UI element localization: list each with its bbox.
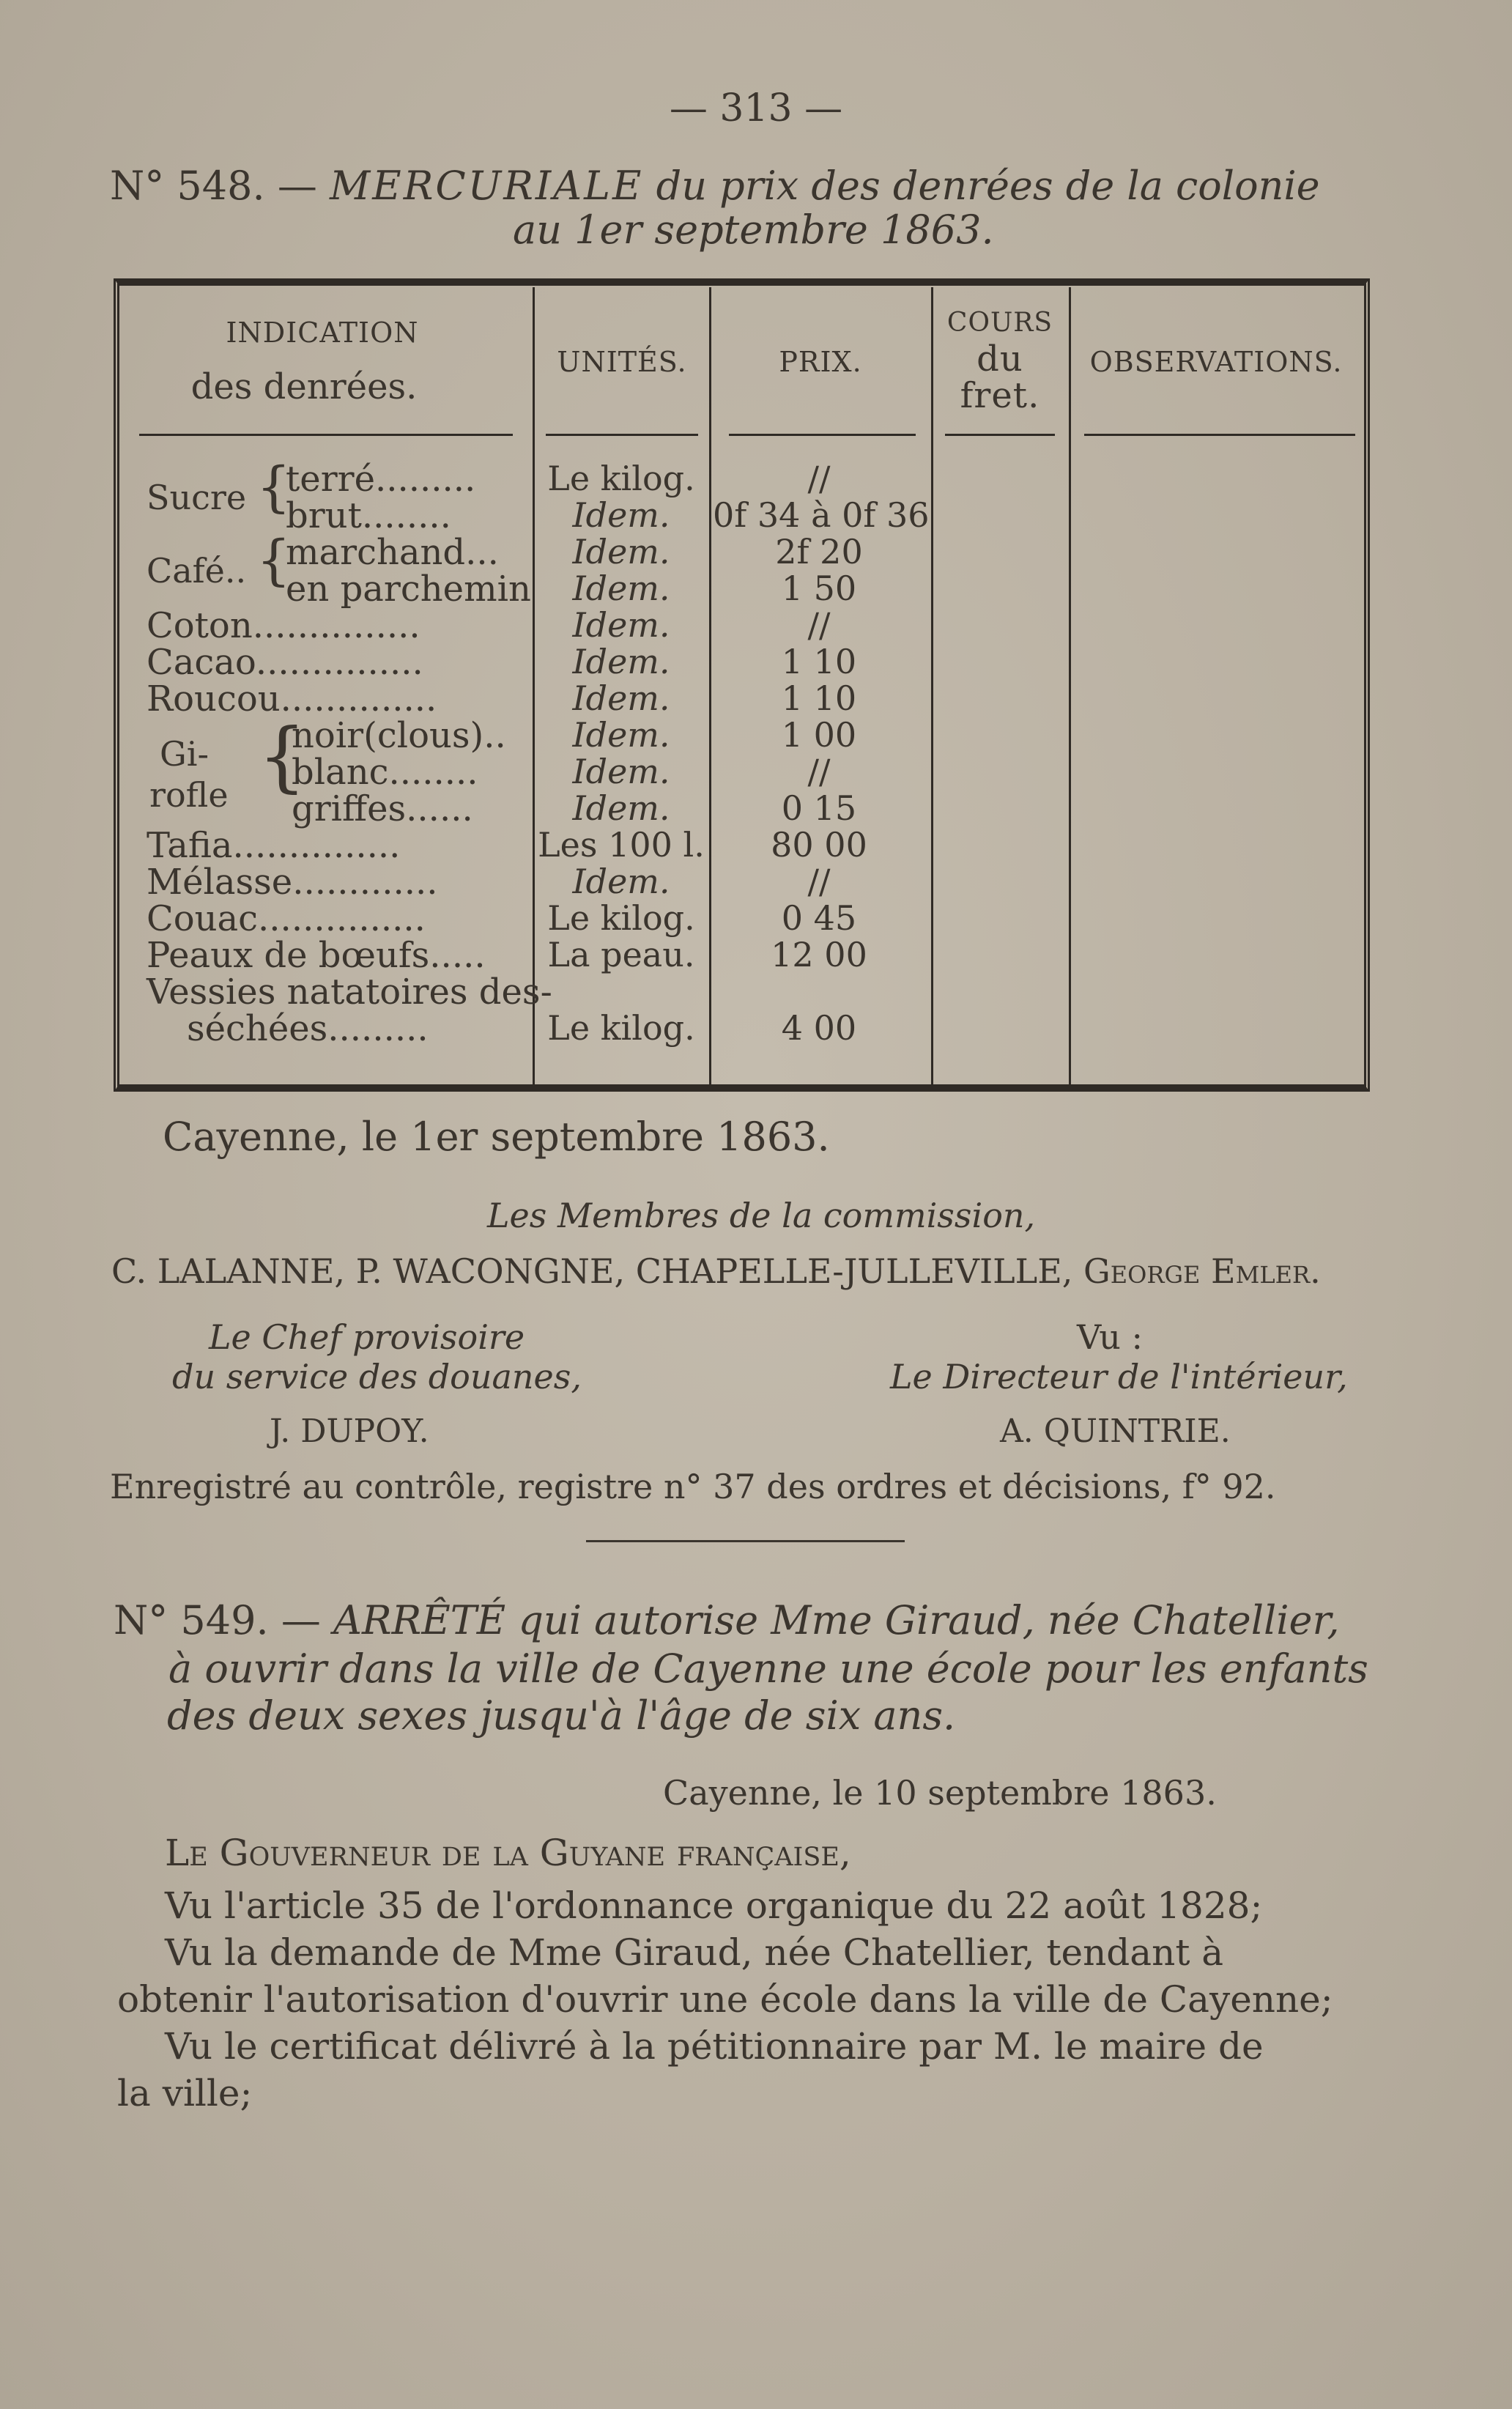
row-label: brut........ — [286, 495, 451, 536]
brace: { — [256, 456, 292, 519]
row-price: // — [807, 459, 831, 498]
row-price: 2f 20 — [775, 532, 863, 571]
chef-title: Le Chef provisoire — [209, 1317, 525, 1357]
row-price: 0 15 — [781, 788, 857, 828]
header-denrees: des denrées. — [190, 366, 418, 407]
header-rule — [546, 434, 698, 436]
row-unit: Idem. — [572, 605, 670, 645]
row-price: // — [807, 862, 831, 901]
doc-548-title-word: MERCURIALE — [330, 163, 644, 209]
row-price: 1 10 — [781, 642, 857, 681]
row-label: Cacao............... — [147, 642, 423, 683]
row-unit: La peau. — [547, 935, 695, 974]
signatories-line — [111, 1251, 1321, 1291]
chef-title-2: du service des douanes, — [172, 1357, 582, 1396]
paragraph-vu-certificat-cont: la ville; — [117, 2072, 253, 2114]
row-price: // — [807, 752, 831, 791]
page-number: — 313 — — [669, 86, 843, 130]
paragraph-vu-article: Vu l'article 35 de l'ordonnance organique du 22 août 1828; — [165, 1884, 1263, 1927]
row-price: 1 50 — [781, 569, 857, 608]
row-label: Tafia............... — [147, 825, 401, 866]
header-du: du — [976, 338, 1023, 380]
doc-548-number: N° 548. — — [110, 163, 317, 209]
header-rule — [139, 434, 513, 436]
row-unit: Idem. — [572, 788, 670, 828]
row-label: Mélasse............. — [147, 862, 438, 903]
signatory-last: George Emler. — [1083, 1251, 1321, 1291]
row-price: 1 10 — [781, 678, 857, 718]
row-price: 12 00 — [771, 935, 867, 974]
row-label: Couac............... — [147, 898, 426, 939]
header-fret: fret. — [960, 375, 1040, 416]
row-label: Roucou.............. — [147, 678, 437, 719]
row-label: Vessies natatoires des- — [147, 972, 552, 1013]
row-price: 4 00 — [781, 1008, 857, 1048]
row-label: Peaux de bœufs..... — [147, 935, 486, 976]
paragraph-vu-demande: Vu la demande de Mme Giraud, née Chatellier, tendant à — [165, 1931, 1224, 1974]
doc-549-heading-line3: des deux sexes jusqu'à l'âge de six ans. — [167, 1692, 956, 1739]
doc-548-heading-line2: au 1er septembre 1863. — [513, 207, 994, 253]
group-label-girofle: Gi- — [160, 734, 210, 774]
row-unit: Idem. — [572, 678, 670, 718]
brace: { — [256, 529, 292, 592]
chef-name: J. DUPOY. — [270, 1413, 429, 1450]
group-label-cafe: Café.. — [147, 551, 247, 591]
row-unit: Le kilog. — [547, 1008, 695, 1048]
doc-549-heading-line2: à ouvrir dans la ville de Cayenne une école pour les enfants — [168, 1646, 1368, 1692]
header-rule — [729, 434, 916, 436]
row-price: // — [807, 605, 831, 645]
doc-548-title-rest: du prix des denrées de la colonie — [656, 163, 1320, 209]
director-name: A. QUINTRIE. — [1000, 1413, 1231, 1450]
row-label: noir(clous).. — [292, 715, 506, 756]
row-unit: Idem. — [572, 642, 670, 681]
doc-548-heading-line1 — [110, 163, 1320, 209]
place-date-548: Cayenne, le 1er septembre 1863. — [163, 1114, 830, 1160]
row-unit: Le kilog. — [547, 898, 695, 938]
paragraph-vu-certificat: Vu le certificat délivré à la pétitionnaire par M. le maire de — [165, 2025, 1264, 2068]
header-indication: INDICATION — [226, 317, 419, 349]
place-date-549: Cayenne, le 10 septembre 1863. — [663, 1773, 1217, 1813]
doc-549-number: N° 549. — — [114, 1597, 321, 1643]
header-unites: UNITÉS. — [557, 346, 687, 378]
row-label: griffes...... — [292, 788, 473, 829]
row-price: 0 45 — [781, 898, 857, 938]
section-divider — [586, 1540, 905, 1542]
header-observations: OBSERVATIONS. — [1089, 346, 1343, 378]
table-divider — [1069, 287, 1071, 1087]
director-title: Le Directeur de l'intérieur, — [890, 1357, 1348, 1396]
row-unit: Idem. — [572, 569, 670, 608]
header-prix: PRIX. — [779, 346, 862, 378]
row-label: séchées......... — [187, 1008, 429, 1049]
header-cours: COURS — [946, 308, 1053, 338]
row-label: en parchemin — [286, 569, 531, 610]
registration-note: Enregistré au contrôle, registre n° 37 des ordres et décisions, f° 92. — [110, 1467, 1276, 1506]
header-rule — [945, 434, 1055, 436]
row-label: marchand... — [286, 532, 499, 573]
row-unit: Idem. — [572, 715, 670, 755]
group-label-girofle: rofle — [149, 775, 229, 815]
header-rule — [1084, 434, 1355, 436]
row-label: Coton............... — [147, 605, 420, 646]
doc-549-title-rest: qui autorise Mme Giraud, née Chatellier, — [518, 1597, 1340, 1643]
row-label: terré......... — [286, 459, 476, 500]
row-unit: Les 100 l. — [538, 825, 705, 865]
group-label-sucre: Sucre — [147, 478, 247, 517]
row-label: blanc........ — [292, 752, 478, 793]
row-unit: Le kilog. — [547, 459, 695, 498]
doc-549-heading-line1 — [114, 1597, 1340, 1643]
paragraph-gouverneur: Le Gouverneur de la Guyane française, — [165, 1832, 851, 1874]
paragraph-vu-demande-cont: obtenir l'autorisation d'ouvrir une école dans la ville de Cayenne; — [117, 1978, 1333, 2021]
row-price: 0f 34 à 0f 36 — [713, 495, 930, 535]
brace: { — [258, 711, 307, 801]
row-unit: Idem. — [572, 532, 670, 571]
doc-549-title-word: ARRÊTÉ — [333, 1597, 506, 1643]
row-price: 1 00 — [781, 715, 857, 755]
signatories-names: C. LALANNE, P. WACONGNE, CHAPELLE-JULLEVILLE, — [111, 1251, 1073, 1291]
vu-label: Vu : — [1077, 1317, 1144, 1357]
table-divider — [709, 287, 711, 1087]
row-unit: Idem. — [572, 752, 670, 791]
commission-members: Les Membres de la commission, — [487, 1196, 1036, 1235]
row-unit: Idem. — [572, 862, 670, 901]
row-unit: Idem. — [572, 495, 670, 535]
row-price: 80 00 — [771, 825, 867, 865]
